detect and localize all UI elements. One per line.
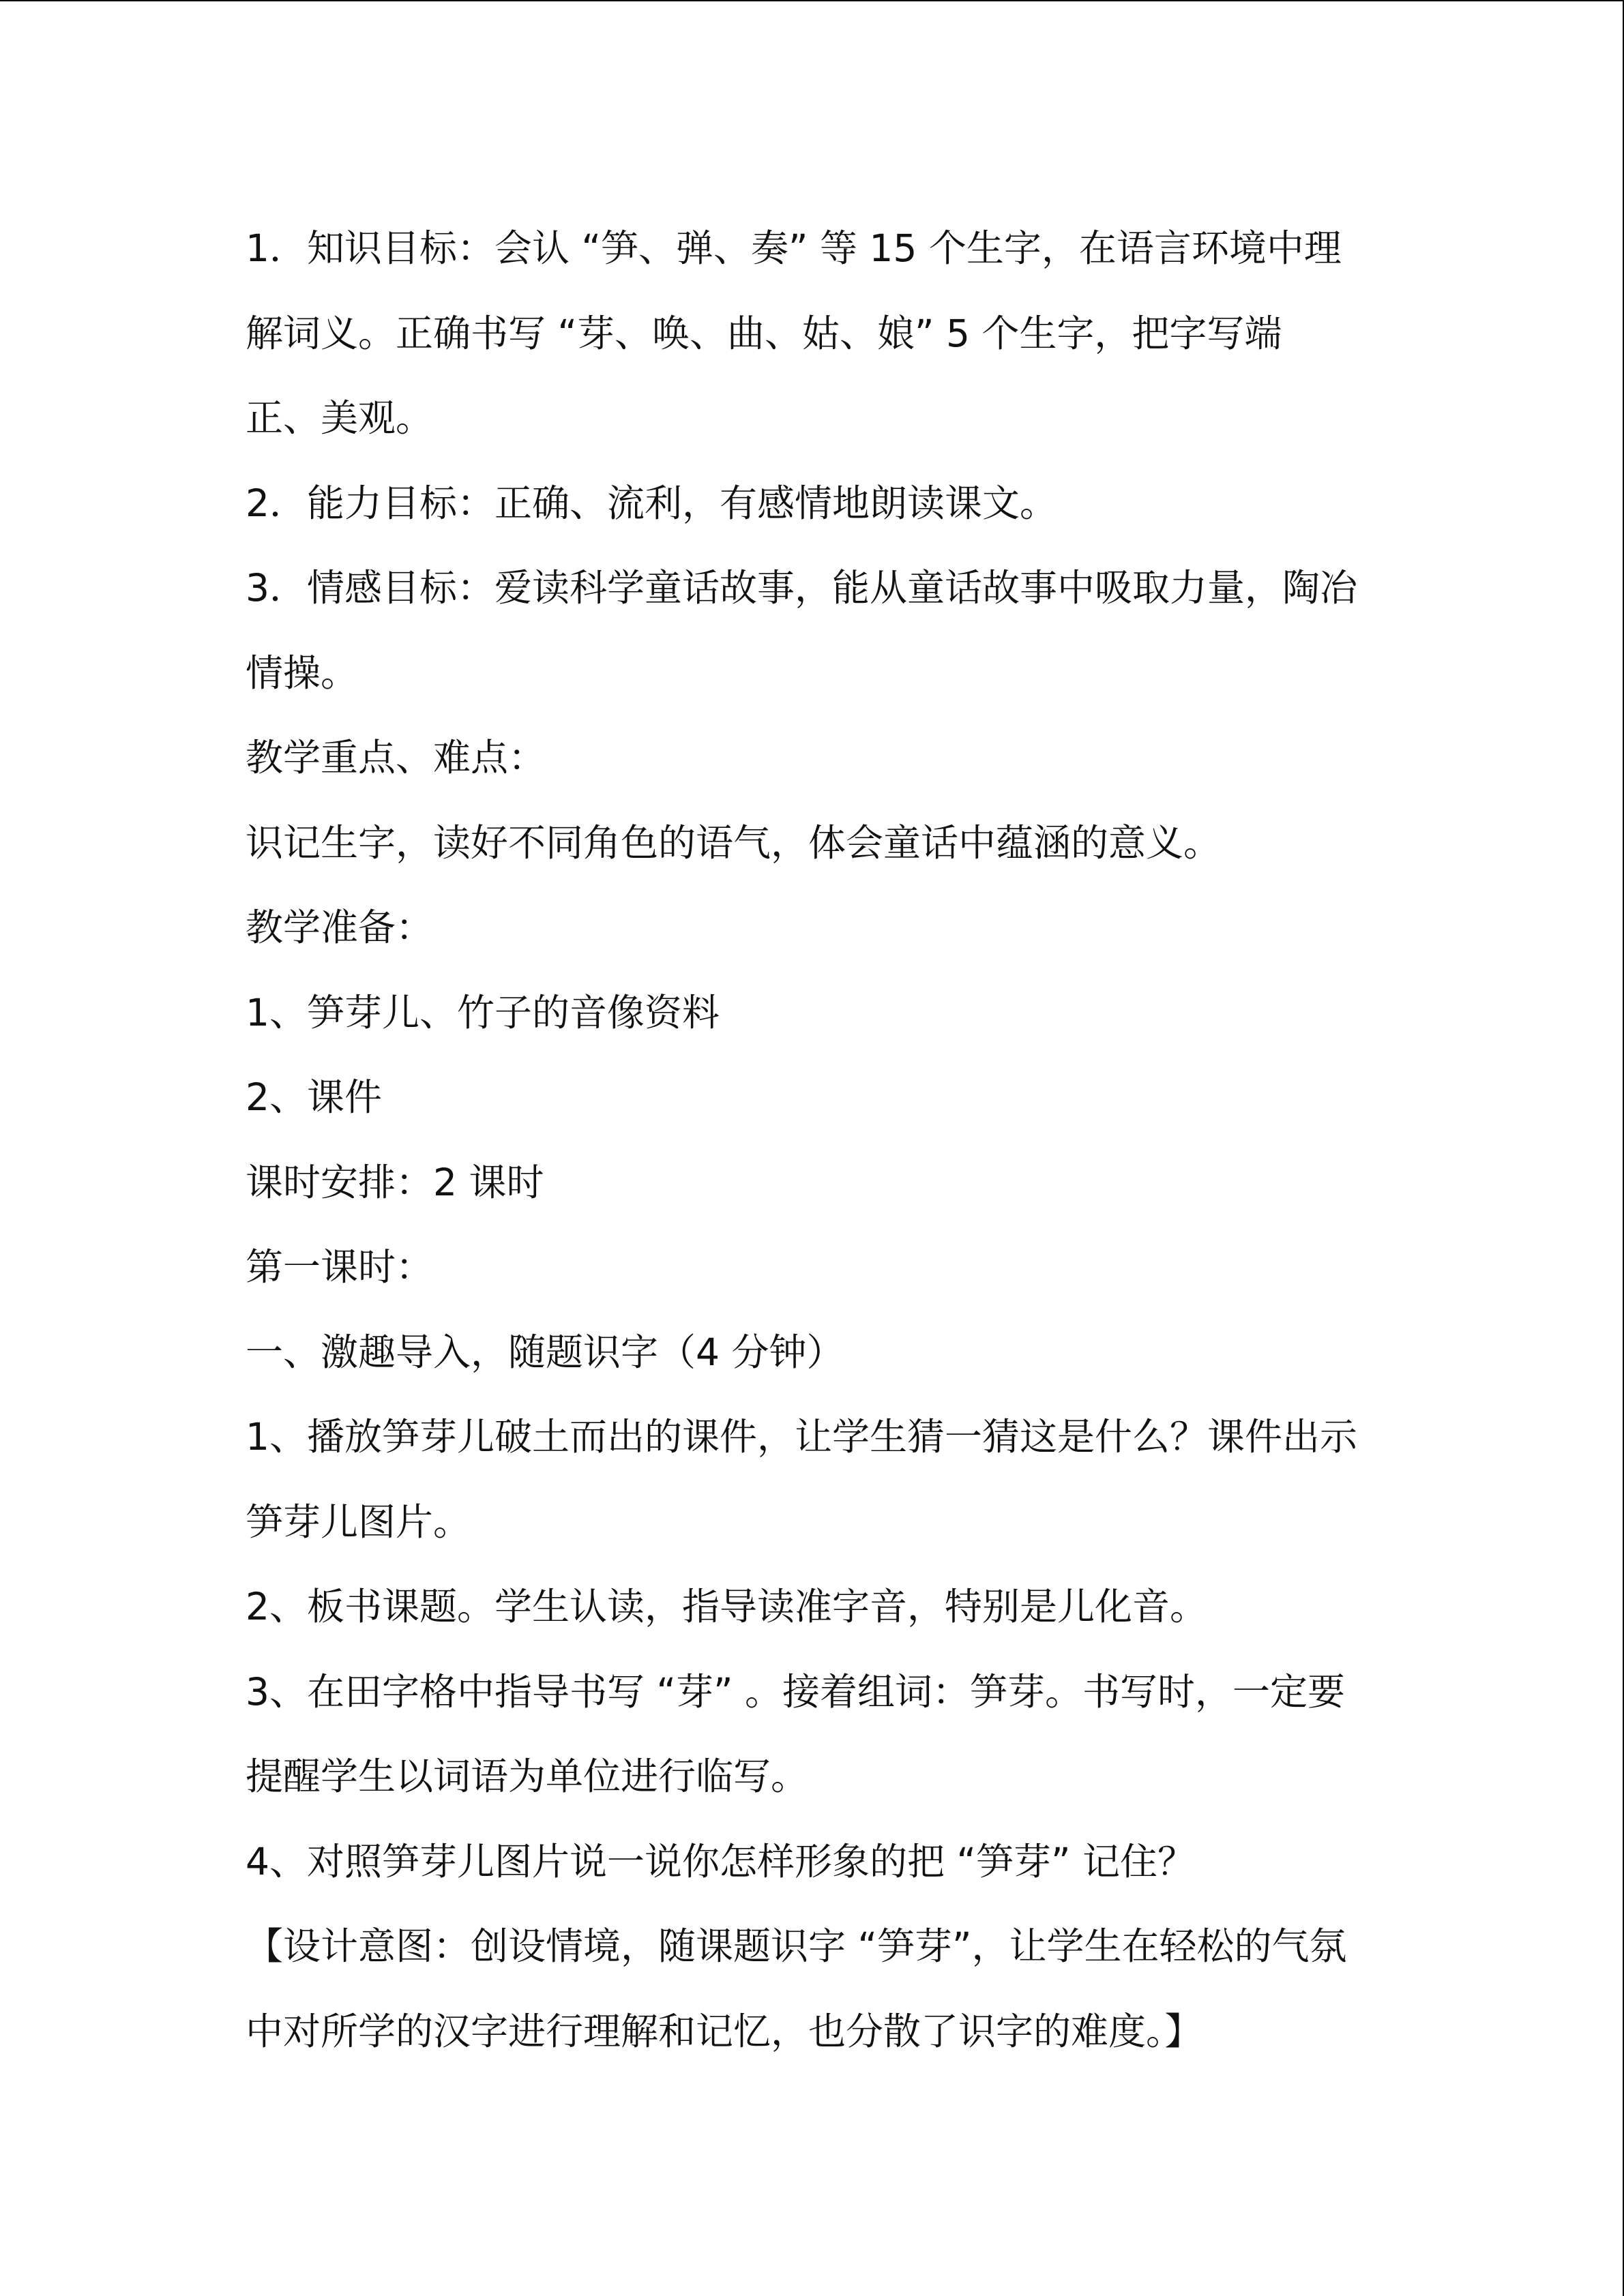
knowledge-goal-line-2: 解词义。正确书写 “芽、唤、曲、姑、娘” 5 个生字，把字写端 bbox=[246, 311, 1282, 355]
knowledge-goal-line-3: 正、美观。 bbox=[246, 396, 434, 440]
preparation-heading: 教学准备： bbox=[246, 906, 434, 949]
design-intent-line-2: 中对所学的汉字进行理解和记忆，也分散了识字的难度。】 bbox=[246, 2009, 1202, 2053]
schedule-line: 课时安排：2 课时 bbox=[246, 1160, 544, 1204]
ability-goal-line: 2．能力目标：正确、流利，有感情地朗读课文。 bbox=[246, 481, 1057, 525]
first-lesson-heading: 第一课时： bbox=[246, 1245, 434, 1289]
emotion-goal-line-2: 情操。 bbox=[246, 651, 359, 695]
step-1-line-1: 1、播放笋芽儿破土而出的课件，让学生猜一猜这是什么？课件出示 bbox=[246, 1415, 1357, 1459]
document-body bbox=[246, 206, 1378, 2074]
preparation-item-1: 1、笋芽儿、竹子的音像资料 bbox=[246, 990, 720, 1034]
key-points-text: 识记生字，读好不同角色的语气，体会童话中蕴涵的意义。 bbox=[246, 820, 1222, 865]
emotion-goal-line-1: 3．情感目标：爱读科学童话故事，能从童话故事中吸取力量，陶冶 bbox=[246, 566, 1357, 610]
section-one-heading: 一、激趣导入，随题识字（4 分钟） bbox=[246, 1330, 844, 1374]
step-2-line: 2、板书课题。学生认读，指导读准字音，特别是儿化音。 bbox=[246, 1585, 1207, 1628]
design-intent-line-1: 【设计意图：创设情境，随课题识字 “笋芽”，让学生在轻松的气氛 bbox=[246, 1924, 1347, 1968]
step-3-line-2: 提醒学生以词语为单位进行临写。 bbox=[246, 1755, 809, 1798]
step-1-line-2: 笋芽儿图片。 bbox=[246, 1500, 471, 1544]
knowledge-goal-line-1: 1．知识目标：会认 “笋、弹、奏” 等 15 个生字，在语言环境中理 bbox=[246, 226, 1342, 270]
key-points-heading: 教学重点、难点： bbox=[246, 736, 546, 779]
preparation-item-2: 2、课件 bbox=[246, 1075, 382, 1119]
step-4-line: 4、对照笋芽儿图片说一说你怎样形象的把 “笋芽” 记住？ bbox=[246, 1839, 1195, 1883]
step-3-line-1: 3、在田字格中指导书写 “芽” 。接着组词：笋芽。书写时，一定要 bbox=[246, 1669, 1345, 1714]
